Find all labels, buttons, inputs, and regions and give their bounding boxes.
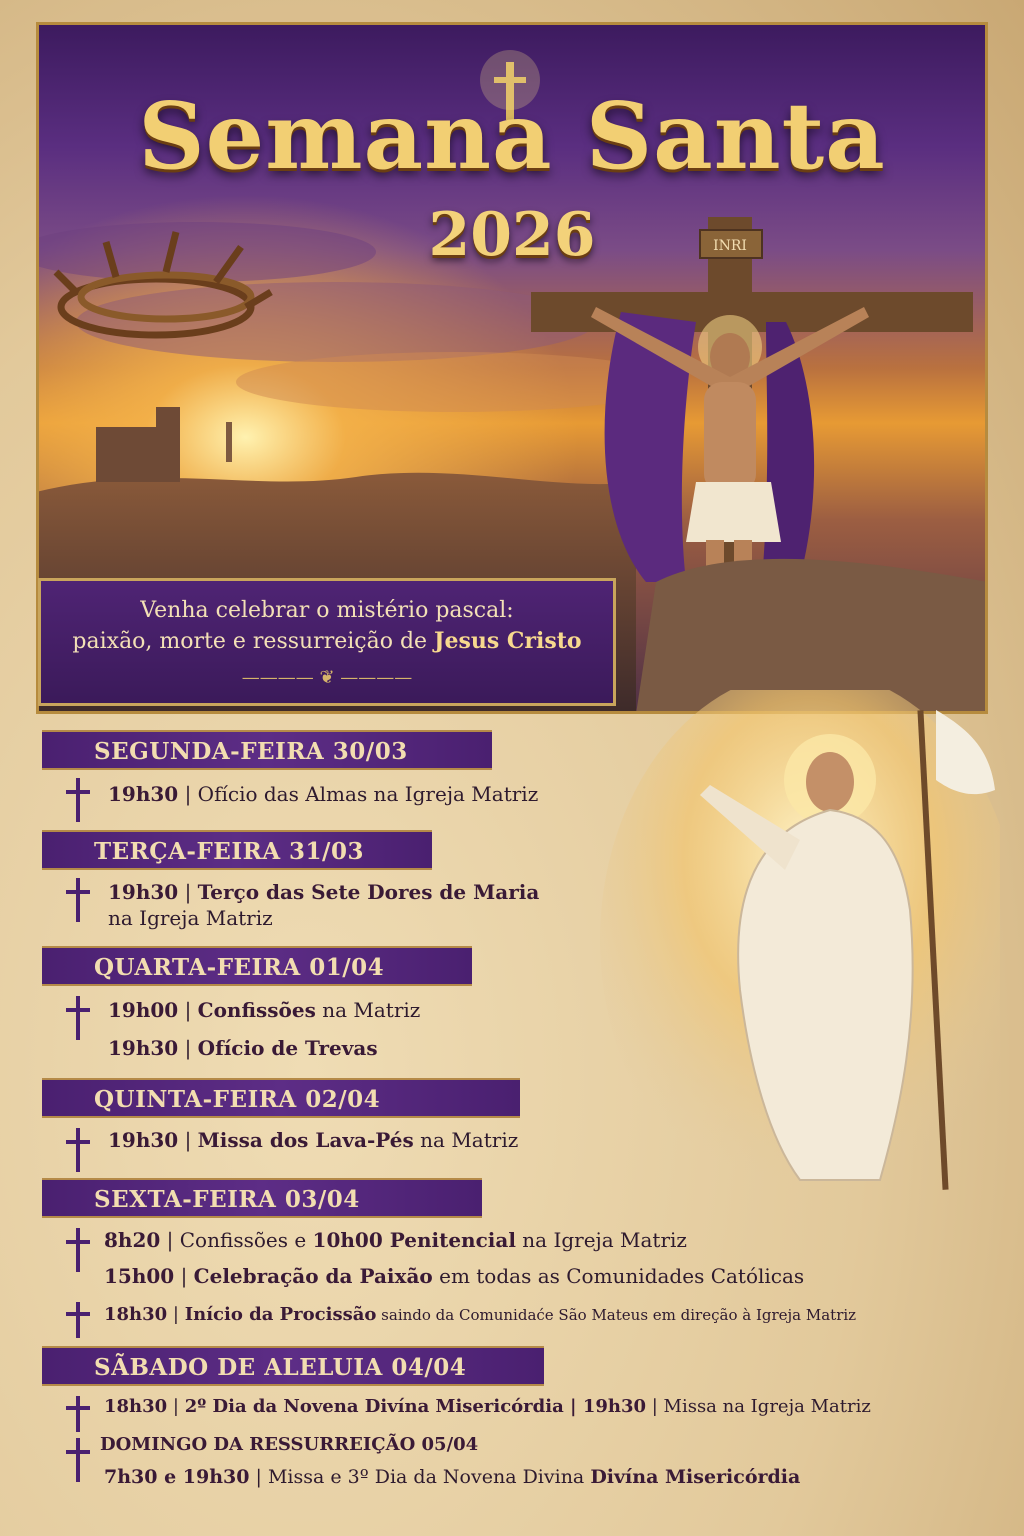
event-time: 19h30 (108, 1036, 179, 1060)
event-wednesday-2 (108, 1036, 378, 1060)
sunday-heading: DOMINGO DA RESSURREIÇÃO 05/04 (100, 1434, 479, 1455)
subtitle-jesus-cristo: Jesus Cristo (434, 628, 582, 654)
inri-sign: INRI (713, 238, 747, 254)
cross-icon (66, 1128, 90, 1176)
event-time: 7h30 e 19h30 (104, 1466, 250, 1488)
event-bold: Terço das Sete Dores de Maria (197, 880, 540, 904)
event-separator: | (178, 880, 198, 904)
subtitle-flourish: ———— ❦ ———— (241, 667, 413, 688)
event-bold: Celebração da Paixão (193, 1264, 433, 1288)
page-year: 2026 (428, 200, 596, 270)
cross-icon (66, 1302, 90, 1342)
day-label-thursday: QUINTA-FEIRA 02/04 (42, 1078, 520, 1118)
event-bold: Divína Misericórdia (590, 1466, 801, 1488)
event-text: | Missa na Igreja Matriz (646, 1396, 871, 1417)
event-friday-3 (104, 1304, 856, 1325)
event-thursday-1 (108, 1128, 518, 1152)
day-label-saturday: SÃBADO DE ALELUIA 04/04 (42, 1346, 544, 1386)
cross-icon (66, 778, 90, 826)
event-bold: Ofício de Trevas (197, 1036, 378, 1060)
event-time: 19h30 (108, 1128, 179, 1152)
event-time: 18h30 (104, 1396, 168, 1417)
event-bold: Início da Procissão (184, 1304, 377, 1325)
event-tuesday-2 (108, 906, 273, 930)
page-title: Semana Santa (138, 82, 886, 190)
event-saturday-1 (104, 1396, 871, 1417)
event-text: saindo da Comunidaće São Mateus em direção à Igreja Matriz (376, 1306, 857, 1324)
event-separator: | (167, 1396, 185, 1417)
event-bold: 2º Dia da Novena Divína Misericórdia (184, 1396, 564, 1417)
cross-icon (66, 1438, 90, 1486)
event-separator: | (178, 998, 198, 1022)
event-time: 18h30 (104, 1304, 168, 1325)
cross-icon (66, 1396, 90, 1436)
event-separator: | (160, 1228, 180, 1252)
event-time: 19h30 (108, 782, 179, 806)
event-time: 19h30 (108, 880, 179, 904)
event-text: na Matriz (413, 1128, 519, 1152)
event-separator: | (178, 782, 198, 806)
event-wednesday-1 (108, 998, 420, 1022)
cross-icon (66, 996, 90, 1044)
event-text: Ofício das Almas na Igreja Matriz (197, 782, 539, 806)
event-friday-2 (104, 1264, 804, 1288)
risen-christ-figure (600, 690, 1000, 1210)
day-label-monday: SEGUNDA-FEIRA 30/03 (42, 730, 492, 770)
event-separator: | (178, 1036, 198, 1060)
event-separator: | (178, 1128, 198, 1152)
event-text: na Matriz (315, 998, 421, 1022)
event-bold: 10h00 Penitencial (312, 1228, 516, 1252)
cross-icon (66, 1228, 90, 1276)
event-tuesday-1 (108, 880, 539, 904)
event-sunday-1 (104, 1466, 800, 1488)
subtitle-line2-prefix: paixão, morte e ressurreição de (72, 629, 435, 654)
day-label-tuesday: TERÇA-FEIRA 31/03 (42, 830, 432, 870)
event-text: na Igreja Matriz (108, 906, 273, 930)
subtitle-line2 (38, 626, 616, 657)
event-time: 15h00 (104, 1264, 175, 1288)
event-time: 19h00 (108, 998, 179, 1022)
event-time: 8h20 (104, 1228, 161, 1252)
subtitle-line1: Venha celebrar o mistério pascal: (140, 598, 514, 623)
day-label-friday: SEXTA-FEIRA 03/04 (42, 1178, 482, 1218)
subtitle-text (38, 596, 616, 693)
cross-icon (66, 878, 90, 926)
day-label-wednesday: QUARTA-FEIRA 01/04 (42, 946, 472, 986)
event-time-2: | 19h30 (563, 1396, 647, 1417)
event-bold: Missa dos Lava-Pés (197, 1128, 414, 1152)
event-text: | Missa e 3º Dia da Novena Divina (249, 1466, 591, 1488)
event-friday-1 (104, 1228, 687, 1252)
event-monday-1 (108, 782, 538, 806)
event-text: Confissões e (179, 1228, 313, 1252)
event-text: na Igreja Matriz (515, 1228, 687, 1252)
event-bold: Confissões (197, 998, 316, 1022)
event-text: em todas as Comunidades Católicas (432, 1264, 805, 1288)
event-separator: | (167, 1304, 185, 1325)
event-separator: | (174, 1264, 194, 1288)
